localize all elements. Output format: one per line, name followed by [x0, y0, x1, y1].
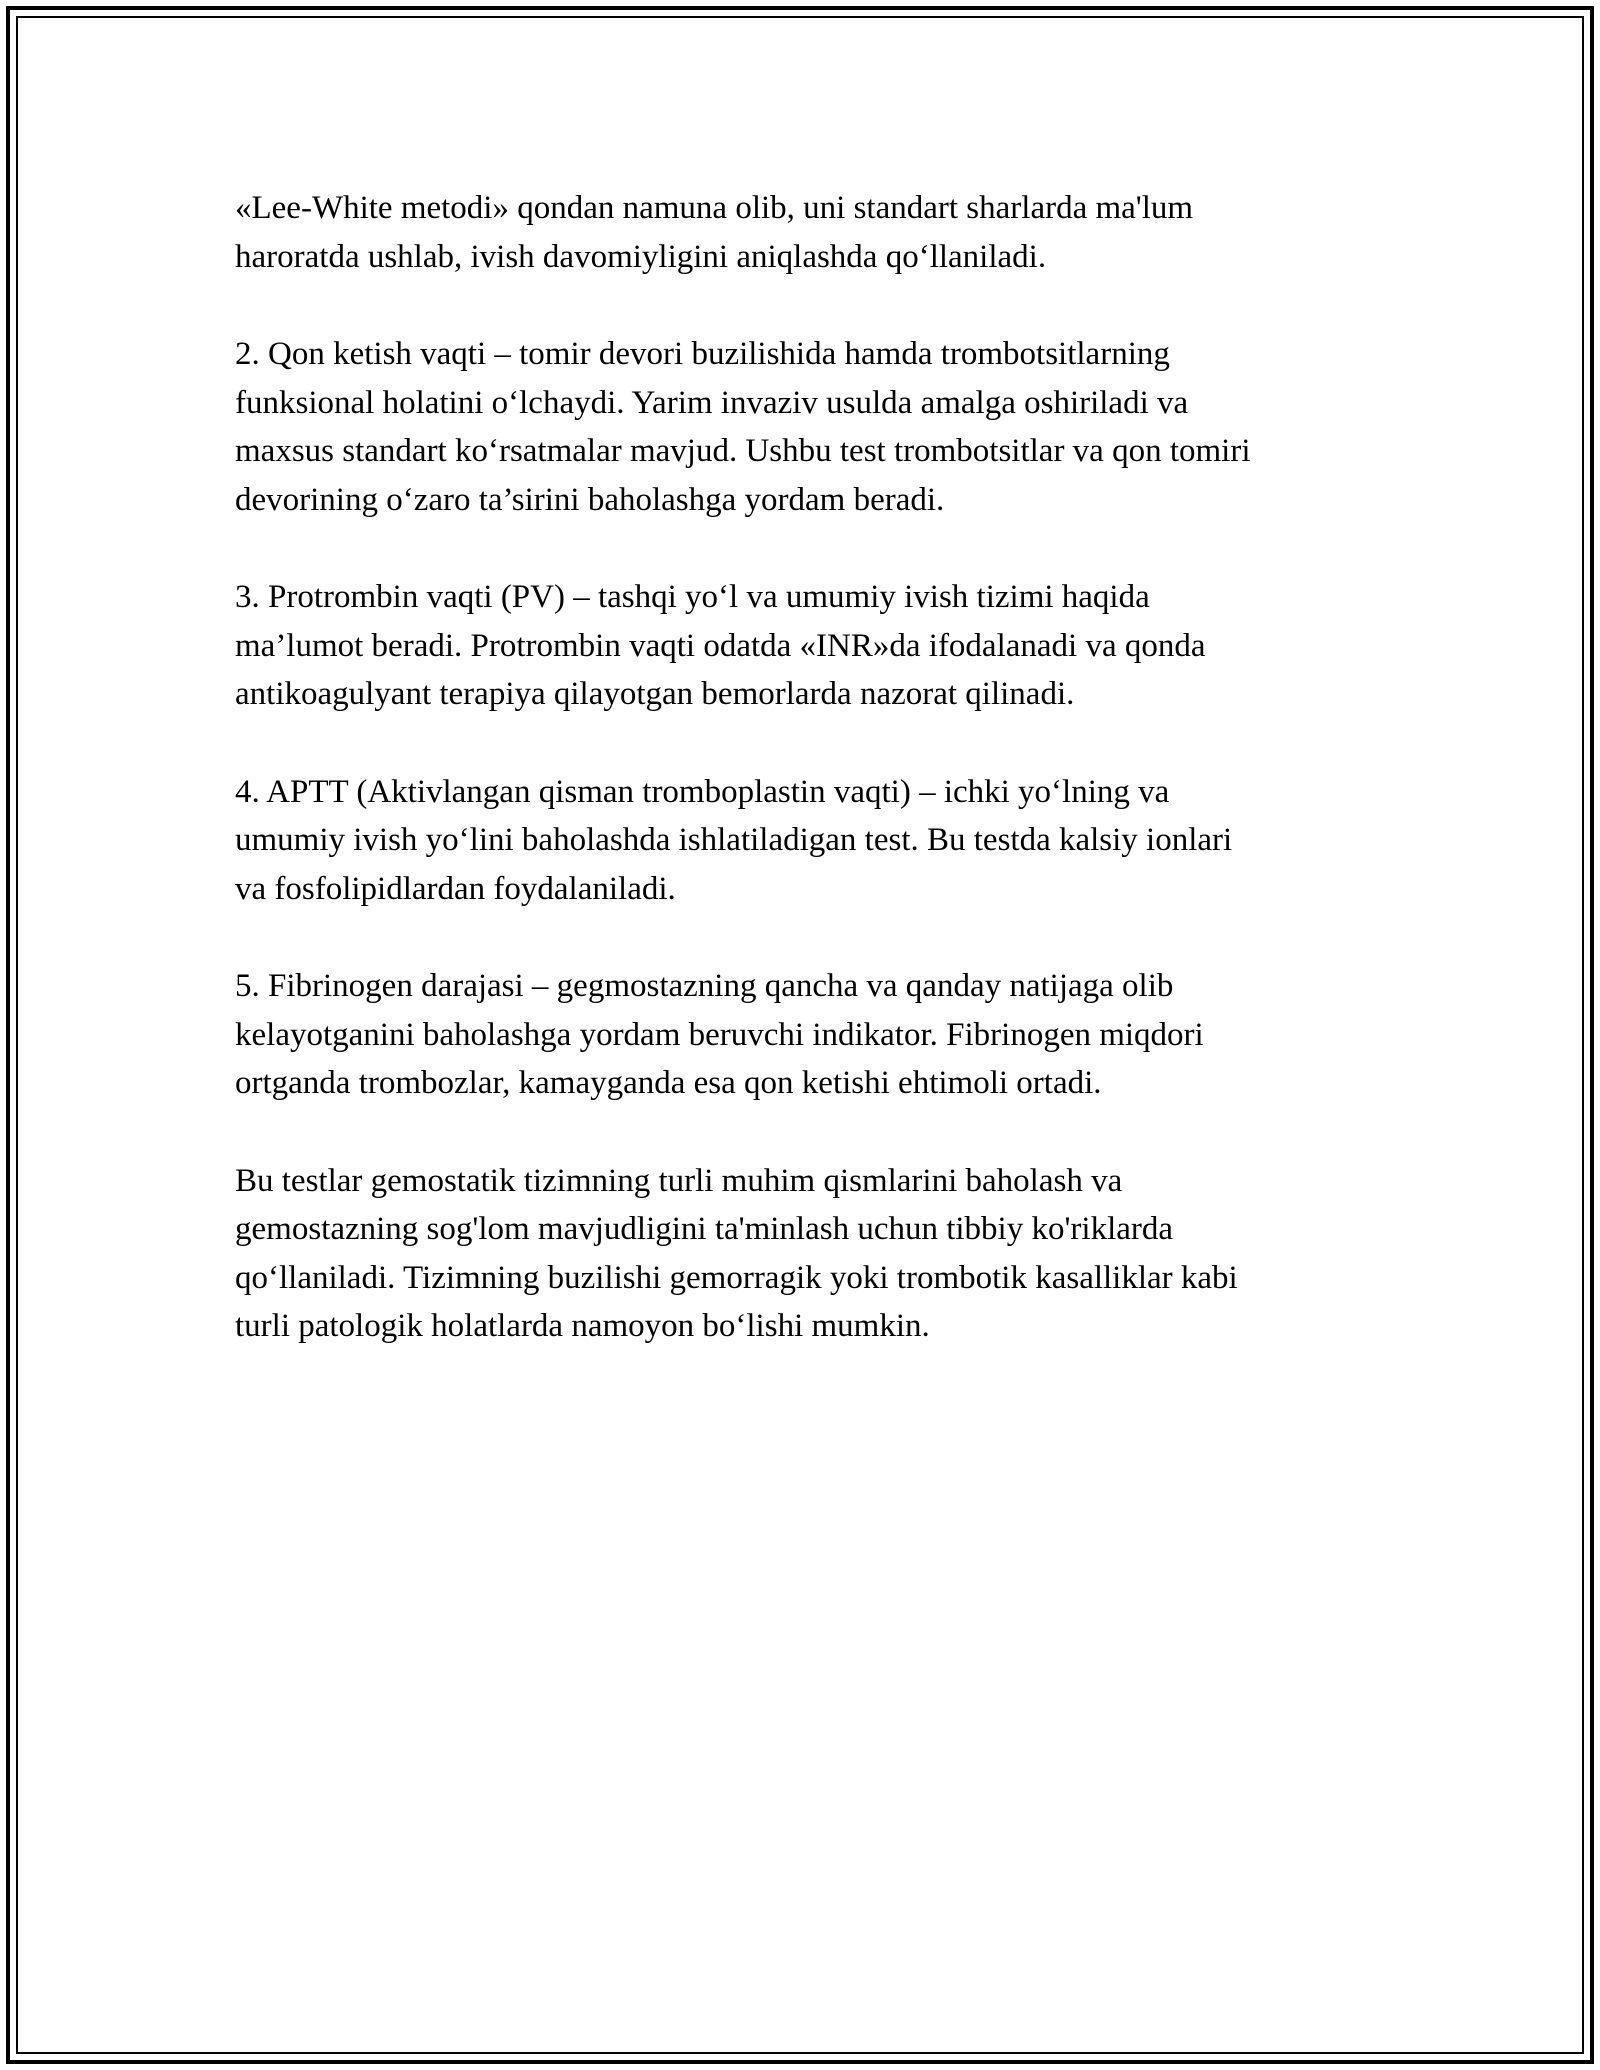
text-line: «Lee-White metodi» qondan namuna olib, uni standart sharlarda ma'lum [235, 190, 1194, 226]
paragraph-prothrombin-time [235, 573, 1385, 719]
text-line: kelayotganini baholashga yordam beruvchi indikator. Fibrinogen miqdori [235, 1016, 1204, 1053]
text-line: devorining o‘zaro ta’sirini baholashga yordam beradi. [235, 481, 945, 518]
text-line: antikoagulyant terapiya qilayotgan bemorlarda nazorat qilinadi. [235, 676, 1075, 712]
text-line: turli patologik holatlarda namoyon bo‘lishi mumkin. [235, 1308, 930, 1344]
text-line: funksional holatini o‘lchaydi. Yarim invaziv usulda amalga oshiriladi va [235, 384, 1189, 421]
document-body [235, 184, 1385, 1400]
paragraph-bleeding-time [235, 330, 1385, 524]
text-line: ma’lumot beradi. Protrombin vaqti odatda «INR»da ifodalanadi va qonda [235, 627, 1206, 664]
paragraph-aptt [235, 768, 1385, 914]
text-line: 3. Protrombin vaqti (PV) – tashqi yo‘l va umumiy ivish tizimi haqida [235, 579, 1150, 615]
paragraph-fibrinogen [235, 962, 1385, 1108]
text-line: 2. Qon ketish vaqti – tomir devori buzilishida hamda trombotsitlarning [235, 336, 1170, 372]
paragraph-lee-white [235, 184, 1385, 281]
text-line: gemostazning sog'lom mavjudligini ta'minlash uchun tibbiy ko'riklarda [235, 1211, 1174, 1247]
text-line: 4. APTT (Aktivlangan qisman tromboplastin vaqti) – ichki yo‘lning va [235, 773, 1170, 810]
text-line: ortganda trombozlar, kamayganda esa qon ketishi ehtimoli ortadi. [235, 1065, 1102, 1101]
text-line: Bu testlar gemostatik tizimning turli muhim qismlarini baholash va [235, 1162, 1123, 1199]
text-line: qo‘llaniladi. Tizimning buzilishi gemorragik yoki trombotik kasalliklar kabi [235, 1259, 1238, 1296]
text-line: va fosfolipidlardan foydalaniladi. [235, 870, 676, 907]
paragraph-conclusion [235, 1157, 1385, 1351]
text-line: maxsus standart ko‘rsatmalar mavjud. Ushbu test trombotsitlar va qon tomiri [235, 433, 1251, 469]
text-line: umumiy ivish yo‘lini baholashda ishlatiladigan test. Bu testda kalsiy ionlari [235, 822, 1233, 858]
text-line: 5. Fibrinogen darajasi – gegmostazning qancha va qanday natijaga olib [235, 968, 1174, 1004]
text-line: haroratda ushlab, ivish davomiyligini aniqlashda qo‘llaniladi. [235, 238, 1047, 275]
